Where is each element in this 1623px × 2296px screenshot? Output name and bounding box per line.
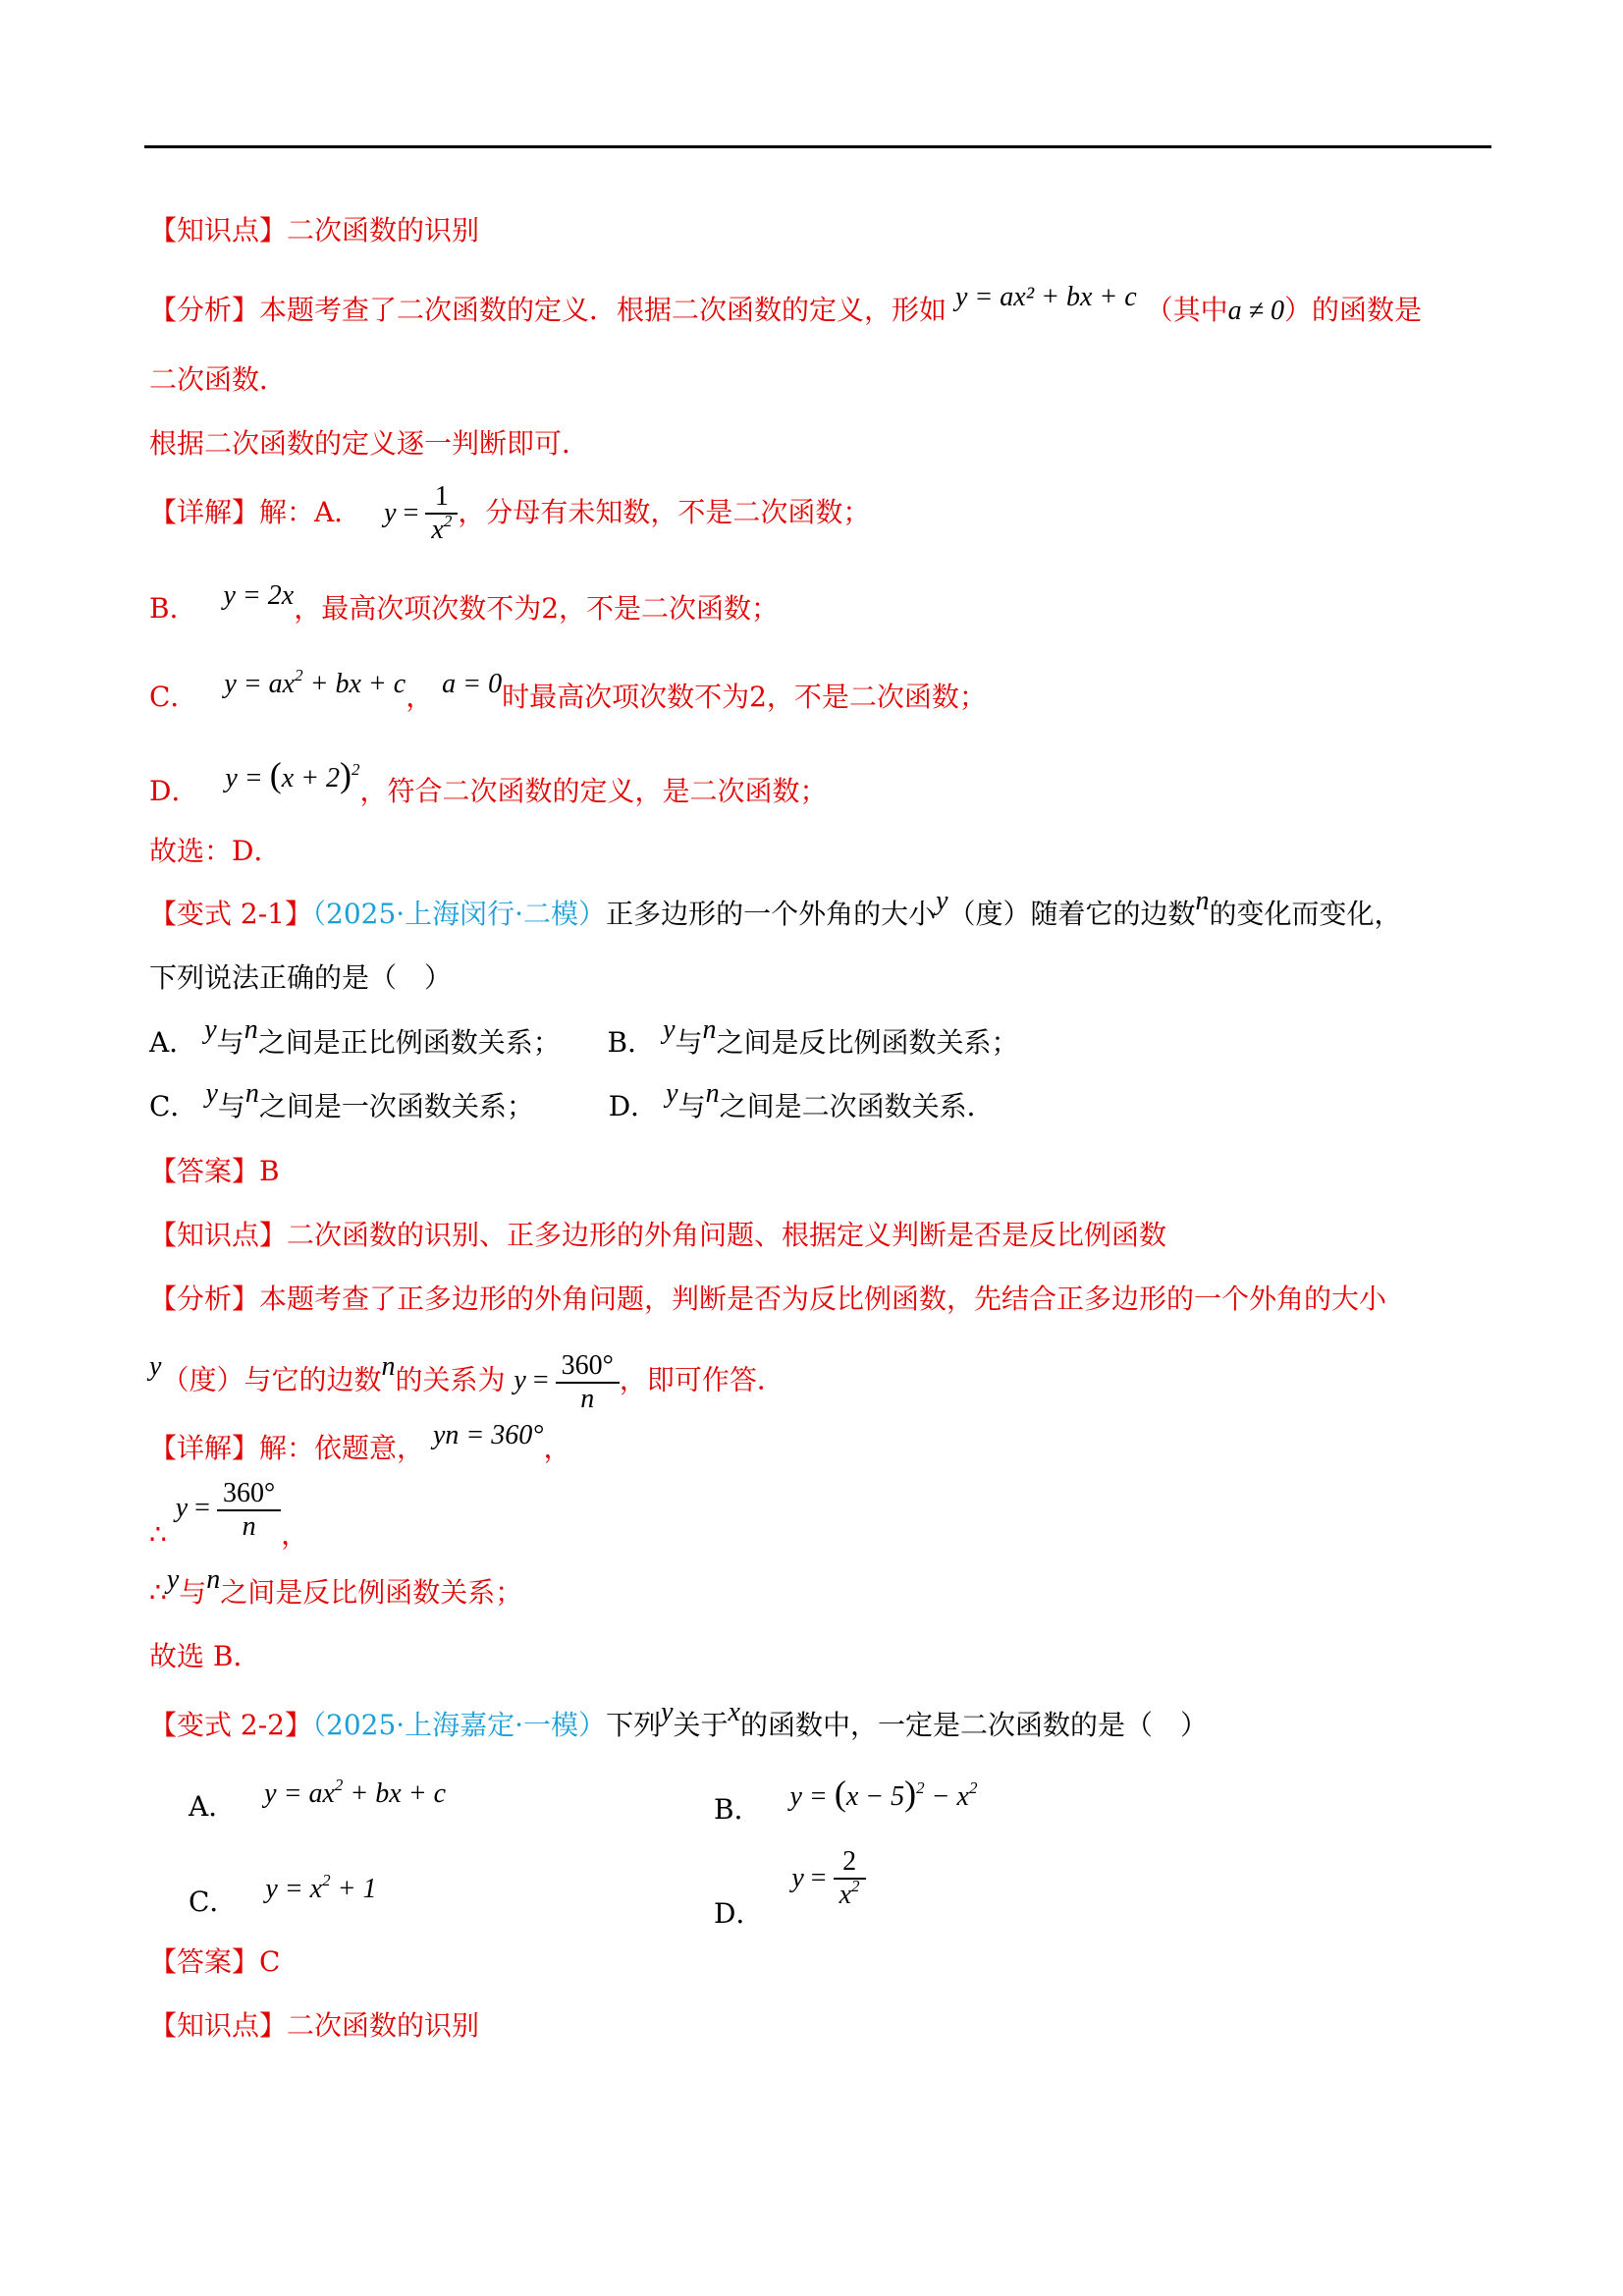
answer-2-1: 【答案】B — [149, 1155, 280, 1187]
analysis-2-1-line2: y（度）与它的边数n的关系为 y = $\frac{360^\circ}{n}$ ，即可作答． — [149, 1350, 784, 1414]
header-rule — [144, 145, 1491, 148]
variant-2-1-options-cd: C． y与n之间是一次函数关系； D． y与n之间是二次函数关系． — [149, 1078, 995, 1122]
variant-2-2-option-b: B． $y = (x - 5)^2 - x^2$ — [714, 1774, 978, 1826]
formula-y-360-over-n-2: y = $\frac{360^\circ}{n}$ — [176, 1493, 281, 1523]
knowledge-point-1 — [149, 211, 479, 250]
variant-2-2-option-a: A． $y = ax^2$ + bx + c — [189, 1776, 447, 1823]
option-d-text: 之间是二次函数关系． — [719, 1090, 995, 1122]
detail-option-c: C． $y = ax^2$ + bx + c， a = 0时最高次项次数不为2，不是二次函数； — [149, 666, 987, 713]
knowledge-point-2-2: 【知识点】二次函数的识别 — [149, 2009, 480, 2042]
answer-2-2: 【答案】C — [149, 1945, 281, 1978]
formula-y-360-over-n: y = $\frac{360^\circ}{n}$ — [514, 1365, 619, 1395]
formula-yn-360: yn = 360° — [432, 1420, 544, 1450]
knowledge-text: 二次函数的识别 — [287, 214, 480, 246]
quadratic-formula: y = ax² + bx + c — [954, 282, 1137, 312]
analysis-2-1: 【分析】本题考查了正多边形的外角问题，判断是否为反比例函数，先结合正多边形的一个外角的大小 — [149, 1283, 1387, 1315]
formula-y-2x: y = 2x — [223, 580, 295, 611]
detail-2-1-line2: ∴ y = $\frac{360^\circ}{n}$ ， — [149, 1478, 309, 1552]
variant-2-1-question: 【变式 2-1】（2025·上海闵行·二模）正多边形的一个外角的大小y（度）随着它的边数n的变化而变化， — [149, 886, 1402, 930]
variant-2-2-question: 【变式 2-2】（2025·上海嘉定·一模）下列y关于x的函数中，一定是二次函数的是（ ） — [149, 1697, 1208, 1741]
knowledge-tag: 【知识点】 — [149, 214, 288, 246]
option-c-text: 之间是一次函数关系； — [258, 1090, 534, 1122]
formula-y-1-over-x2: y = $\frac{1}{x^2}$ — [384, 498, 458, 528]
source-label: （2025·上海闵行·二模） — [312, 898, 607, 930]
detail-2-1-line1: 【详解】解：依题意， yn = 360°， — [149, 1420, 571, 1464]
option-b-text: 之间是反比例函数关系； — [716, 1026, 1019, 1059]
formula-x-plus-2-squared: $y = (x + 2)^2$ — [225, 755, 360, 794]
detail-option-b: B． y = 2x，最高次项次数不为2，不是二次函数； — [149, 580, 780, 625]
source-label-2: （2025·上海嘉定·一模） — [312, 1709, 607, 1741]
formula-quadratic-c: $y = ax^2$ + bx + c — [224, 666, 406, 699]
variant-2-2-option-c: C． $y = x^2 + 1$ — [189, 1871, 377, 1918]
variant-2-1-question-line2: 下列说法正确的是（ ） — [149, 961, 453, 994]
detail-choice-1: 故选：D． — [149, 835, 282, 867]
analysis-1: 【分析】本题考查了二次函数的定义．根据二次函数的定义，形如 y = ax² + bx + c （其中a ≠ 0）的函数是 — [149, 282, 1423, 326]
variant-2-2-option-d: D． y = $\frac{2}{x^2}$ — [714, 1846, 866, 1914]
analysis-line-2: 二次函数． — [149, 363, 288, 396]
variant-2-1-options-ab: A． y与n之间是正比例函数关系； B． y与n之间是反比例函数关系； — [149, 1014, 1019, 1059]
detail-2-1-line3: ∴y与n之间是反比例函数关系； — [149, 1564, 523, 1609]
detail-choice-2-1: 故选 B． — [149, 1640, 261, 1672]
analysis-line-3: 根据二次函数的定义逐一判断即可． — [149, 427, 590, 460]
knowledge-point-2-1: 【知识点】二次函数的识别、正多边形的外角问题、根据定义判断是否是反比例函数 — [149, 1219, 1167, 1251]
detail-option-a: 【详解】解：A． y = $\frac{1}{x^2}$ ，分母有未知数，不是二次函数； — [149, 481, 871, 545]
option-a-text: 之间是正比例函数关系； — [257, 1026, 561, 1059]
detail-option-d: D． $y = (x + 2)^2$，符合二次函数的定义，是二次函数； — [149, 755, 828, 807]
